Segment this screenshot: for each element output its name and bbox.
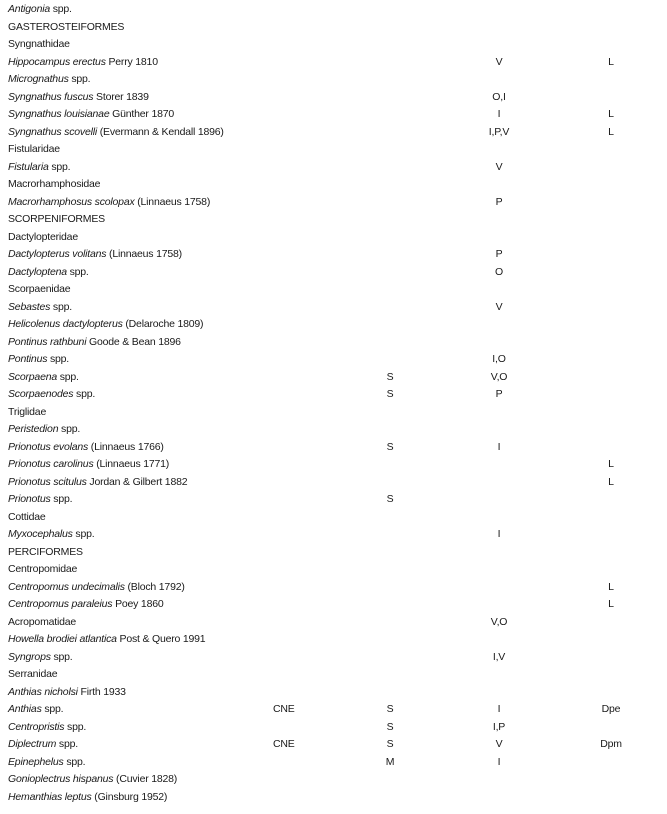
table-row [0,351,667,369]
taxon-authority: spp. [66,265,89,278]
table-row [0,299,667,317]
taxon-name [8,474,187,492]
taxon-scientific-name: Prionotus carolinus [8,458,94,470]
taxon-scientific-name: Syngnathus scovelli [8,125,98,138]
taxon-name [8,54,158,72]
column-c-value: I [497,755,501,768]
taxon-scientific-name: Scorpaena [8,370,57,383]
taxon-authority: spp. [50,493,73,505]
taxon-name [8,211,105,229]
column-c-value: I [497,108,501,120]
table-row [0,719,667,737]
taxon-name [8,404,46,422]
taxon-name [8,89,149,107]
taxon-name [8,596,164,614]
taxon-scientific-name: Antigonia [8,3,50,15]
column-c-value: I,P,V [488,125,510,138]
taxon-name [8,666,57,684]
taxon-scientific-name: Centropomus paraleius [8,598,113,610]
column-c-value: V [495,160,503,173]
taxon-name [8,701,63,719]
taxon-scientific-name: Prionotus scitulus [8,475,87,488]
taxon-name [8,736,78,754]
taxon-scientific-name: Sebastes [8,300,51,313]
taxon-authority: (Linnaeus 1771) [93,458,170,470]
taxon-authority: Serranidae [8,668,58,680]
column-d-value: L [608,458,614,470]
taxon-name [8,1,72,19]
taxon-authority: spp. [57,370,79,383]
table-row [0,19,667,37]
taxon-name [8,176,100,194]
taxon-name [8,264,89,282]
table-row [0,316,667,334]
taxon-name [8,754,85,772]
column-c-value: V [495,300,503,313]
column-b-value: S [386,720,394,733]
table-row [0,106,667,124]
taxon-scientific-name: Pontinus rathbuni [8,335,87,348]
taxon-name [8,561,77,579]
taxon-authority: Günther 1870 [109,108,175,120]
taxon-name [8,509,46,527]
table-row [0,614,667,632]
taxon-authority: spp. [48,160,71,173]
table-row [0,649,667,667]
taxon-authority: GASTEROSTEIFORMES [8,20,125,33]
table-row [0,124,667,142]
table-row [0,736,667,754]
taxon-authority: spp. [56,738,78,750]
taxon-scientific-name: Hippocampus erectus [8,55,106,68]
table-row [0,526,667,544]
column-b-value: S [386,738,394,750]
column-d-value: L [608,125,614,138]
column-d-value: L [608,598,614,610]
column-c-value: P [495,388,503,400]
taxon-scientific-name: Pontinus [8,353,48,365]
column-d-value: L [608,108,614,120]
taxon-authority: Syngnathidae [8,38,70,50]
table-row [0,421,667,439]
taxon-scientific-name: Anthias [8,703,42,715]
taxon-scientific-name: Centropristis [8,720,65,733]
table-row [0,579,667,597]
taxon-authority: spp. [47,353,70,365]
table-row [0,666,667,684]
taxon-scientific-name: Dactyloptena [8,265,67,278]
taxon-name [8,771,177,789]
table-row [0,491,667,509]
column-b-value: S [386,703,394,715]
taxon-name [8,281,70,299]
taxon-scientific-name: Epinephelus [8,755,64,768]
table-row [0,246,667,264]
taxon-name [8,649,73,667]
table-row [0,264,667,282]
table-row [0,474,667,492]
taxon-authority: Poey 1860 [112,598,164,610]
table-row [0,631,667,649]
taxon-name [8,19,124,37]
taxon-authority: (Delaroche 1809) [122,318,204,330]
taxon-authority: Macrorhamphosidae [8,178,101,190]
column-c-value: I,V [492,650,506,663]
taxon-scientific-name: Howella brodiei atlantica [8,633,117,645]
taxon-name [8,369,79,387]
taxon-name [8,526,94,544]
table-row [0,684,667,702]
column-d-value: L [608,55,614,68]
column-d-value: Dpm [600,738,622,750]
taxon-scientific-name: Hemanthias leptus [8,790,92,803]
taxon-authority: Goode & Bean 1896 [86,335,181,348]
column-b-value: S [386,370,394,383]
column-b-value: S [386,493,394,505]
taxon-scientific-name: Syngnathus fuscus [8,90,94,103]
taxon-authority: spp. [63,755,86,768]
taxon-authority: Firth 1933 [77,685,126,698]
taxon-authority: Centropomidae [8,563,78,575]
column-c-value: P [495,195,503,208]
table-row [0,194,667,212]
table-row [0,89,667,107]
taxon-authority: spp. [50,300,72,313]
taxon-name [8,106,174,124]
taxon-name [8,141,60,159]
taxon-name [8,159,70,177]
taxon-scientific-name: Fistularia [8,160,49,173]
taxon-authority: SCORPENIFORMES [8,213,105,225]
column-a-value: CNE [273,738,295,750]
table-row [0,159,667,177]
taxon-name [8,719,86,737]
table-row [0,54,667,72]
taxon-authority: Post & Quero 1991 [116,633,206,645]
taxon-name [8,789,167,807]
column-c-value: V [495,738,503,750]
column-c-value: I,O [492,353,506,365]
taxon-authority: spp. [41,703,64,715]
taxon-authority: PERCIFORMES [8,545,83,558]
taxon-authority: Cottidae [8,510,46,523]
column-c-value: O,I [492,90,506,103]
table-row [0,439,667,457]
table-row [0,334,667,352]
taxon-name [8,386,95,404]
column-c-value: P [495,248,503,260]
taxon-scientific-name: Centropomus undecimalis [8,580,125,593]
taxon-authority: (Linnaeus 1758) [134,195,211,208]
column-c-value: I [497,528,501,540]
table-row [0,596,667,614]
taxon-scientific-name: Helicolenus dactylopterus [8,318,123,330]
taxon-scientific-name: Diplectrum [8,738,57,750]
table-row [0,369,667,387]
taxon-authority: spp. [68,73,91,85]
taxon-name [8,36,70,54]
taxon-name [8,631,205,649]
taxon-authority: Fistularidae [8,143,60,155]
taxon-authority: (Cuvier 1828) [113,773,178,785]
taxon-scientific-name: Dactylopterus volitans [8,248,107,260]
taxon-scientific-name: Macrorhamphosus scolopax [8,195,135,208]
column-c-value: I [497,440,501,453]
taxon-name [8,544,83,562]
taxon-authority: spp. [58,423,81,435]
taxon-name [8,246,182,264]
taxon-authority: Triglidae [8,405,47,418]
taxon-name [8,229,78,247]
table-row [0,386,667,404]
taxon-name [8,421,80,439]
table-row [0,754,667,772]
taxon-authority: Scorpaenidae [8,283,71,295]
column-c-value: V,O [490,370,508,383]
table-row [0,176,667,194]
taxon-scientific-name: Prionotus [8,493,51,505]
taxon-name [8,684,126,702]
column-b-value: M [385,755,395,768]
table-row [0,789,667,807]
taxon-authority: (Bloch 1792) [124,580,185,593]
taxon-authority: Acropomatidae [8,615,77,628]
column-b-value: S [386,440,394,453]
taxon-scientific-name: Scorpaenodes [8,388,74,400]
table-row [0,71,667,89]
taxon-authority: spp. [50,650,73,663]
table-row [0,36,667,54]
taxon-name [8,334,181,352]
taxon-name [8,316,203,334]
taxon-authority: Perry 1810 [105,55,158,68]
column-c-value: I,P [492,720,506,733]
column-d-value: Dpe [601,703,621,715]
column-d-value: L [608,475,614,488]
table-row [0,544,667,562]
column-a-value: CNE [273,703,295,715]
table-row [0,561,667,579]
column-c-value: O [495,265,503,278]
taxon-authority: spp. [73,388,96,400]
taxon-authority: (Evermann & Kendall 1896) [97,125,224,138]
taxon-authority: Storer 1839 [93,90,149,103]
taxon-scientific-name: Micrognathus [8,73,69,85]
taxon-name [8,456,169,474]
taxon-name [8,299,72,317]
taxon-name [8,614,76,632]
taxon-name [8,194,210,212]
taxon-scientific-name: Myxocephalus [8,528,73,540]
table-row [0,211,667,229]
taxon-scientific-name: Syngrops [8,650,51,663]
taxon-scientific-name: Anthias nicholsi [8,685,78,698]
taxon-authority: spp. [49,3,72,15]
taxon-authority: spp. [72,528,95,540]
taxon-scientific-name: Syngnathus louisianae [8,108,110,120]
taxon-authority: (Linnaeus 1766) [88,440,164,453]
taxon-authority: (Ginsburg 1952) [91,790,168,803]
taxon-name [8,351,69,369]
taxon-name [8,439,164,457]
column-c-value: V [495,55,503,68]
column-b-value: S [386,388,394,400]
taxon-authority: Dactylopteridae [8,230,78,243]
table-row [0,1,667,19]
taxon-name [8,71,90,89]
taxon-scientific-name: Prionotus evolans [8,440,89,453]
table-row [0,229,667,247]
taxon-name [8,579,185,597]
column-d-value: L [608,580,614,593]
table-row [0,404,667,422]
taxon-scientific-name: Gonioplectrus hispanus [8,773,114,785]
column-c-value: I [497,703,501,715]
table-row [0,701,667,719]
table-row [0,141,667,159]
column-c-value: V,O [490,615,508,628]
taxon-name [8,124,224,142]
taxon-authority: spp. [64,720,87,733]
table-row [0,456,667,474]
taxon-scientific-name: Peristedion [8,423,59,435]
table-row [0,281,667,299]
taxon-authority: (Linnaeus 1758) [106,248,182,260]
taxon-authority: Jordan & Gilbert 1882 [86,475,188,488]
taxon-name [8,491,72,509]
table-row [0,509,667,527]
table-row [0,771,667,789]
